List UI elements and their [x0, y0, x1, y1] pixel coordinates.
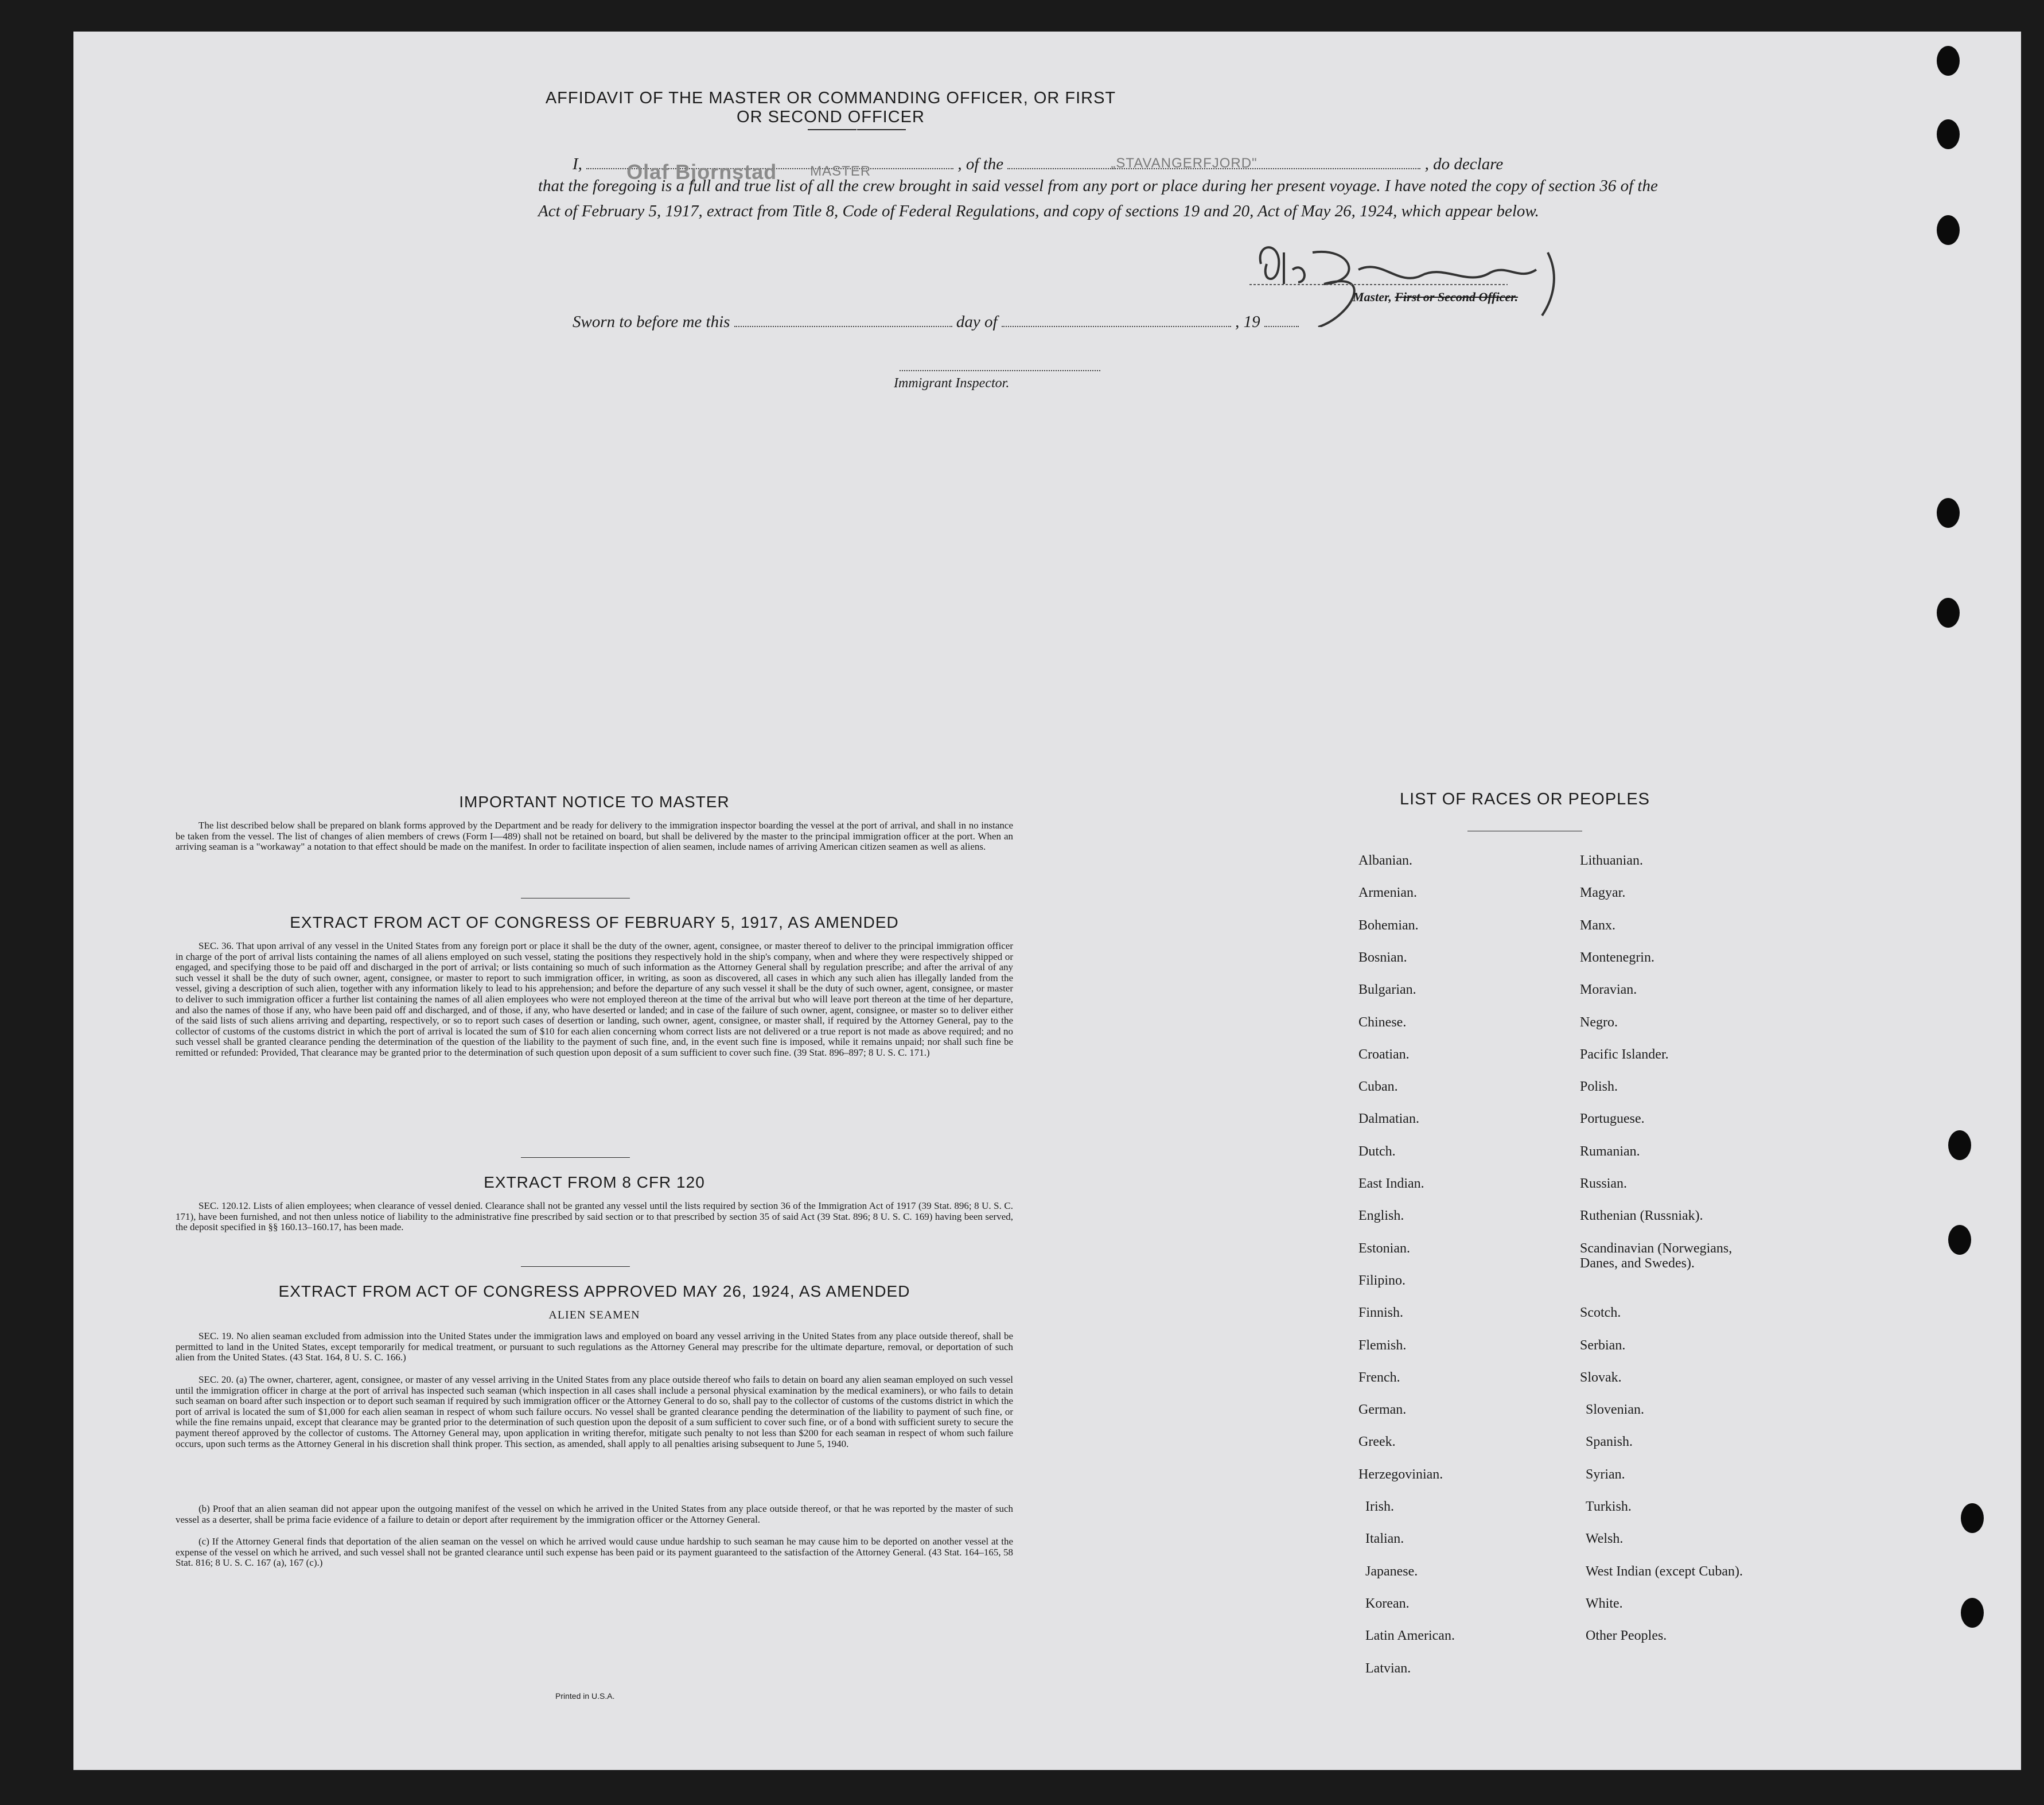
race-item: Chinese.	[1358, 1015, 1407, 1030]
race-item: White.	[1586, 1596, 1623, 1611]
race-item: Dutch.	[1358, 1144, 1396, 1159]
punch-hole	[1937, 46, 1960, 76]
alien-seamen-subtitle: ALIEN SEAMEN	[548, 1309, 640, 1321]
race-item: English.	[1358, 1208, 1404, 1223]
day-of-label: day of	[956, 313, 998, 331]
affidavit-declaration-line	[573, 155, 1504, 184]
race-item: Spanish.	[1586, 1434, 1633, 1449]
form-page	[73, 32, 2021, 1770]
vessel-field	[1007, 155, 1420, 171]
affidavit-title: AFFIDAVIT OF THE MASTER OR COMMANDING OFFICER, OR FIRST OR SECOND OFFICER	[545, 89, 1116, 126]
punch-hole	[1937, 598, 1960, 628]
race-item: Albanian.	[1358, 853, 1412, 868]
race-item: Russian.	[1580, 1176, 1628, 1191]
race-item: Pacific Islander.	[1580, 1047, 1669, 1062]
race-item: Ruthenian (Russniak).	[1580, 1208, 1703, 1223]
sworn-line	[573, 313, 1299, 332]
race-item: German.	[1358, 1402, 1407, 1417]
title-rule	[808, 129, 856, 130]
extract-cfr-text: SEC. 120.12. Lists of alien employees; when clearance of vessel denied. Clearance shall not be granted any vessel until the lists required by section 36 of the Immigration Act of 1917 (39 Stat. 896; 8 U. S. C. 171), have been furnished, and not then unless notice of liability to the administrative fine prescribed by said section or to that prescribed by section 35 of said Act (39 Stat. 896; 8 U. S. C. 169) having been served, the deposit specified in §§ 160.13–160.17, has been made.	[176, 1200, 1013, 1233]
race-item: Magyar.	[1580, 885, 1626, 900]
race-item: Estonian.	[1358, 1241, 1410, 1256]
sworn-label: Sworn to before me this	[573, 313, 730, 331]
race-item: Turkish.	[1586, 1499, 1632, 1514]
race-item: Japanese.	[1365, 1564, 1418, 1579]
race-item: Cuban.	[1358, 1079, 1398, 1094]
race-item: Slovak.	[1580, 1370, 1622, 1385]
race-item: Armenian.	[1358, 885, 1417, 900]
extract-1924-title: EXTRACT FROM ACT OF CONGRESS APPROVED MAY 26, 1924, AS AMENDED	[278, 1282, 910, 1300]
race-item: Bulgarian.	[1358, 982, 1416, 997]
punch-hole	[1961, 1598, 1984, 1628]
extract-cfr-title: EXTRACT FROM 8 CFR 120	[484, 1173, 705, 1191]
race-item: Greek.	[1358, 1434, 1396, 1449]
notice-title: IMPORTANT NOTICE TO MASTER	[459, 793, 730, 811]
inspector-label: Immigrant Inspector.	[894, 376, 1010, 391]
sworn-month-field	[1002, 326, 1231, 327]
race-item: Negro.	[1580, 1015, 1618, 1030]
race-item: East Indian.	[1358, 1176, 1424, 1191]
do-declare: , do declare	[1424, 155, 1504, 173]
race-item: Montenegrin.	[1580, 950, 1654, 965]
race-item: Lithuanian.	[1580, 853, 1643, 868]
punch-hole	[1948, 1225, 1971, 1255]
master-name: Olaf Bjornstad	[626, 160, 777, 184]
struck-caption: First or Second Officer.	[1395, 290, 1519, 304]
sec-20b-text: (b) Proof that an alien seaman did not appear upon the outgoing manifest of the vessel on which he arrived in the United States from any place outside thereof, or that he was reported by the master of such vessel as a deserter, shall be prima facie evidence of a failure to detain or deport after requirement by the immigration officer or the Attorney General.	[176, 1503, 1013, 1525]
race-item: Moravian.	[1580, 982, 1637, 997]
race-item: Bohemian.	[1358, 918, 1419, 933]
race-item: Flemish.	[1358, 1338, 1407, 1353]
race-item: Scandinavian (Norwegians, Danes, and Swedes).	[1580, 1241, 1732, 1271]
race-item: Herzegovinian.	[1358, 1467, 1443, 1482]
punch-hole	[1948, 1130, 1971, 1160]
race-item: Welsh.	[1586, 1531, 1623, 1546]
rank-stamp: MASTER	[810, 164, 871, 179]
race-item: Manx.	[1580, 918, 1615, 933]
title-rule	[857, 129, 906, 130]
sworn-date-field	[734, 326, 952, 327]
race-item: Slovenian.	[1586, 1402, 1644, 1417]
punch-hole	[1937, 119, 1960, 149]
race-item: Other Peoples.	[1586, 1628, 1667, 1643]
race-item: Filipino.	[1358, 1273, 1406, 1288]
affidavit-body: that the foregoing is a full and true list of all the crew brought in said vessel from any port or place during her present voyage. I have noted the copy of section 36 of the Act of February 5, 1917, extract from Title 8, Code of Federal Regulations, and copy of sections 19 and 20, Act of May 26, 1924, which appear below.	[538, 177, 1658, 220]
year-label: , 19	[1235, 313, 1260, 331]
race-item: Irish.	[1365, 1499, 1394, 1514]
of-the: , of the	[957, 155, 1004, 173]
race-item: Korean.	[1365, 1596, 1410, 1611]
punch-hole	[1937, 498, 1960, 528]
race-item: Croatian.	[1358, 1047, 1410, 1062]
signature-caption: Master, First or Second Officer.	[1353, 290, 1519, 304]
race-item: French.	[1358, 1370, 1400, 1385]
sec-20c-text: (c) If the Attorney General finds that deportation of the alien seaman on the vessel on which he arrived would cause undue hardship to such seaman he may cause him to be deported on another vessel at the expense of the vessel on which he arrived, and such vessel shall not be granted clearance until such expense has been paid or its payment guaranteed to the satisfaction of the Attorney General. (43 Stat. 164–165, 58 Stat. 816; 8 U. S. C. 167 (a), 167 (c).)	[176, 1536, 1013, 1569]
inspector-signature-line	[900, 370, 1100, 371]
punch-hole	[1937, 215, 1960, 245]
punch-hole	[1961, 1503, 1984, 1533]
sec-19-text: SEC. 19. No alien seaman excluded from admission into the United States under the immigration laws and employed on board any vessel arriving in the United States from any place outside thereof, shall be permitted to land in the United States, except temporarily for medical treatment, or pursuant to such regulations as the Attorney General may prescribe for the ultimate departure, removal, or deportation of such alien from the United States. (43 Stat. 164, 8 U. S. C. 166.)	[176, 1331, 1013, 1363]
master-name-field	[586, 160, 953, 184]
printed-in-usa: Printed in U.S.A.	[555, 1691, 615, 1701]
race-item: Syrian.	[1586, 1467, 1625, 1482]
race-item: Bosnian.	[1358, 950, 1407, 965]
race-item: West Indian (except Cuban).	[1586, 1564, 1743, 1579]
races-title: LIST OF RACES OR PEOPLES	[1399, 790, 1650, 808]
extract-1917-text: SEC. 36. That upon arrival of any vessel in the United States from any foreign port or place it shall be the duty of the owner, agent, consignee, or master thereof to deliver to the principal immigration officer in charge of the port of arrival lists containing the names of all aliens employed on such vessel, stating the positions they respectively hold in the ship's company, when and where they were respectively shipped or engaged, and specifying those to be paid off and discharged in the port of arrival; or lists containing so much of such information as the Attorney General shall by regulation prescribe; and after the arrival of any such vessel it shall be the duty of such owner, agent, consignee, or master to report to such immigration officer, in writing, as soon as discovered, all cases in which any such alien has illegally landed from the vessel, giving a description of such alien, together with any information likely to lead to his apprehension; and before the departure of any such vessel it shall be the duty of such owner, agent, consignee, or master to deliver to such immigration officer a further list containing the names of all alien employees who were not employed thereon at the time of the arrival but who will leave port thereon at the time of her departure, and also the names of those if any, who have been paid off and discharged, and of those, if any, who have deserted or landed; and in case of the failure of such owner, agent, consignee, or master so to deliver either of the said lists of such aliens arriving and departing, respectively, or so to report such cases of desertion or landing, such owner, agent, consignee, or master shall, if required by the Attorney General, pay to the collector of customs of the customs district in which the port of arrival is located the sum of $10 for each alien concerning whom correct lists are not delivered or a true report is not made as above required; and no such vessel shall be granted clearance pending the determination of the question of the liability to the payment of such fine, and, in the event such fine is imposed, while it remains unpaid; nor shall such fine be remitted or refunded: Provided, That clearance may be granted prior to the determination of such question upon deposit of a sum sufficient to cover such fine. (39 Stat. 896–897; 8 U. S. C. 171.)	[176, 940, 1013, 1058]
race-item: Finnish.	[1358, 1305, 1404, 1320]
race-item: Italian.	[1365, 1531, 1404, 1546]
race-item: Latvian.	[1365, 1661, 1411, 1676]
race-item: Dalmatian.	[1358, 1111, 1419, 1126]
vessel-stamp: „STAVANGERFJORD"	[1111, 155, 1257, 171]
race-item: Serbian.	[1580, 1338, 1626, 1353]
sec-20a-text: SEC. 20. (a) The owner, charterer, agent, consignee, or master of any vessel arriving in the United States from any place outside thereof who fails to detain on board any alien seaman employed on such vessel until the immigration officer in charge at the port of arrival has inspected such seaman (which inspection in all cases shall include a personal physical examination by the medical examiners), or who fails to detain such seaman on board after such inspection or to deport such seaman if required by such immigration officer or the Attorney General to do so, shall pay to the collector of customs of the customs district in which the port of arrival is located the sum of $1,000 for each alien seaman in respect of whom such failure occurs. No vessel shall be granted clearance pending the determination of the liability to payment of such fine, or while the fine remains unpaid, except that clearance may be granted prior to the determination of such question upon the deposit of a sum sufficient to cover such fine, or of a bond with sufficient surety to secure the payment thereof approved by the collector of customs. The Attorney General may, upon application in writing therefor, mitigate such penalty to not less than $200 for each seaman in respect of whom such failure occurs, upon such terms as the Attorney General in his discretion shall think proper. This section, as amended, shall apply to all penalties arising subsequent to June 5, 1940.	[176, 1374, 1013, 1449]
race-item: Rumanian.	[1580, 1144, 1640, 1159]
section-rule	[521, 1157, 630, 1158]
pronoun: I,	[573, 155, 582, 173]
race-item: Portuguese.	[1580, 1111, 1645, 1126]
race-item: Latin American.	[1365, 1628, 1455, 1643]
race-item: Polish.	[1580, 1079, 1618, 1094]
extract-1917-title: EXTRACT FROM ACT OF CONGRESS OF FEBRUARY 5, 1917, AS AMENDED	[290, 913, 899, 931]
section-rule	[521, 1266, 630, 1267]
notice-text: The list described below shall be prepared on blank forms approved by the Department and be ready for delivery to the immigration inspector boarding the vessel at the port of arrival, and shall in no instance be taken from the vessel. The list of changes of alien members of crews (Form I—489) shall not be retained on board, but shall be delivered by the master to the principal immigration officer at the port. When an arriving seaman is a "workaway" a notation to that effect should be made on the manifest. In order to facilitate inspection of alien seamen, include names of arriving American citizen seamen as well as aliens.	[176, 820, 1013, 853]
race-item: Scotch.	[1580, 1305, 1621, 1320]
sworn-year-field	[1264, 326, 1299, 327]
